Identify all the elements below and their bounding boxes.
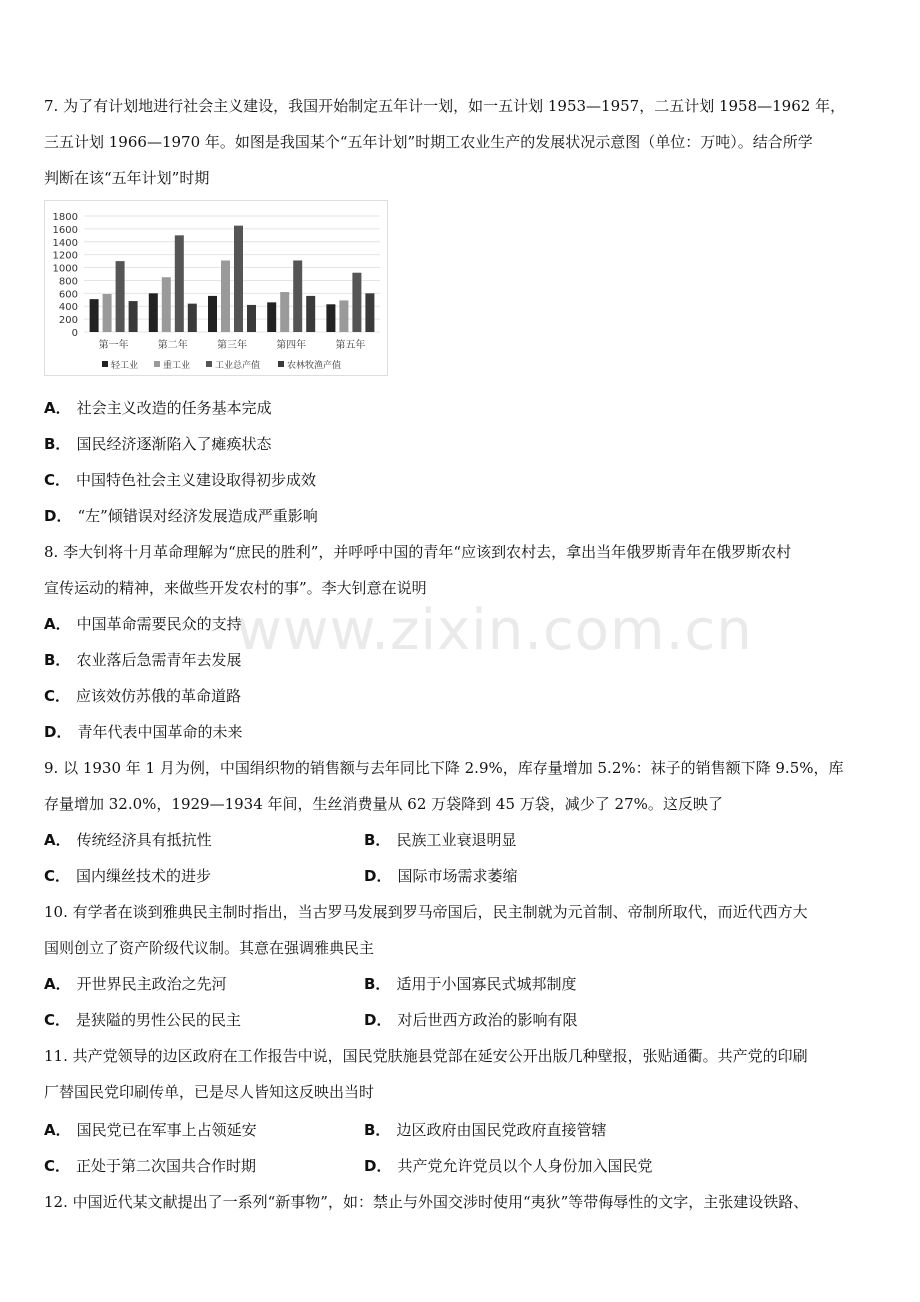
q8-stem-line-2: 宣传运动的精神，来做些开发农村的事”。李大钊意在说明 <box>44 579 427 597</box>
q11-option-a[interactable] <box>44 1120 257 1140</box>
option-letter: C． <box>44 687 71 705</box>
q9-stem-line-1: 9. 以 1930 年 1 月为例，中国绢织物的销售额与去年同比下降 2.9%，库存量增加 5.2%：袜子的销售额下降 9.5%，库 <box>44 759 844 777</box>
legend-label: 重工业 <box>163 361 191 371</box>
x-tick-label: 第三年 <box>217 340 247 351</box>
option-text: 共产党允许党员以个人身份加入国民党 <box>397 1157 653 1175</box>
q11-option-d[interactable] <box>364 1156 652 1176</box>
option-text: 正处于第二次国共合作时期 <box>76 1157 257 1175</box>
q10-option-d[interactable] <box>364 1010 577 1030</box>
q8-option-d[interactable] <box>44 722 242 742</box>
q10-stem-line-2: 国则创立了资产阶级代议制。其意在强调雅典民主 <box>44 939 375 957</box>
bar <box>208 296 217 332</box>
legend-swatch <box>206 361 212 367</box>
bar <box>247 305 256 332</box>
option-letter: D． <box>364 1157 392 1175</box>
bar <box>326 304 335 332</box>
q9-stem-line-2: 存量增加 32.0%，1929—1934 年间，生丝消费量从 62 万袋降到 45 万袋，减少了 27%。这反映了 <box>44 795 723 813</box>
q9-option-c[interactable] <box>44 866 211 886</box>
option-letter: D． <box>44 507 72 525</box>
q8-option-b[interactable] <box>44 650 241 670</box>
q8-stem-line-1: 8. 李大钊将十月革命理解为“庶民的胜利”，并呼呼中国的青年“应该到农村去，拿出当年俄罗斯青年在俄罗斯农村 <box>44 543 792 561</box>
option-text: 边区政府由国民党政府直接管辖 <box>396 1121 607 1139</box>
option-text: 国民党已在军事上占领延安 <box>76 1121 257 1139</box>
x-tick-label: 第二年 <box>157 340 188 351</box>
y-tick-label: 200 <box>58 315 78 327</box>
q10-option-b[interactable] <box>364 974 576 994</box>
watermark: www.zixin.com.cn <box>236 598 753 663</box>
bar <box>267 302 276 332</box>
bar <box>175 235 184 332</box>
bar <box>306 296 315 332</box>
y-tick-label: 400 <box>58 302 78 314</box>
q7-option-d[interactable] <box>44 506 318 526</box>
chart-legend <box>102 359 341 371</box>
bar <box>103 294 112 332</box>
option-letter: A． <box>44 615 71 633</box>
y-tick-label: 1200 <box>52 250 78 262</box>
bar <box>90 299 99 332</box>
option-text: 开世界民主政治之先河 <box>76 975 227 993</box>
option-letter: C． <box>44 867 71 885</box>
y-tick-label: 1600 <box>52 224 78 236</box>
y-tick-label: 800 <box>58 276 78 288</box>
option-text: 对后世西方政治的影响有限 <box>397 1011 578 1029</box>
legend-swatch <box>154 361 160 367</box>
option-text: 中国特色社会主义建设取得初步成效 <box>76 471 317 489</box>
q7-stem-line-1: 7. 为了有计划地进行社会主义建设，我国开始制定五年计一划，如一五计划 1953—1957，二五计划 1958—1962 年， <box>44 97 846 115</box>
q8-option-a[interactable] <box>44 614 242 634</box>
legend-label: 轻工业 <box>111 361 139 371</box>
bar <box>162 277 171 332</box>
q7-stem-line-2: 三五计划 1966—1970 年。如图是我国某个“五年计划”时期工农业生产的发展状况示意图（单位：万吨）。结合所学 <box>44 133 813 151</box>
bar <box>293 260 302 332</box>
option-letter: A． <box>44 831 71 849</box>
bar <box>280 292 289 332</box>
bar <box>129 301 138 332</box>
legend-swatch <box>102 361 108 367</box>
x-tick-label: 第四年 <box>276 340 307 351</box>
option-text: “左”倾错误对经济发展造成严重影响 <box>77 507 318 525</box>
option-letter: C． <box>44 1011 71 1029</box>
q10-option-c[interactable] <box>44 1010 241 1030</box>
option-letter: A． <box>44 1121 71 1139</box>
y-tick-label: 1400 <box>52 237 78 249</box>
y-tick-label: 0 <box>71 328 78 339</box>
option-letter: B． <box>44 435 71 453</box>
bar <box>234 226 243 332</box>
q9-option-a[interactable] <box>44 830 212 850</box>
bar-chart <box>44 200 388 376</box>
option-text: 青年代表中国革命的未来 <box>77 723 243 741</box>
option-letter: A． <box>44 399 71 417</box>
y-tick-label: 1000 <box>52 263 78 275</box>
legend-swatch <box>278 361 284 367</box>
option-letter: B． <box>364 831 391 849</box>
bar <box>339 300 348 332</box>
q7-option-a[interactable] <box>44 398 272 418</box>
legend-label: 工业总产值 <box>215 361 261 371</box>
option-text: 农业落后急需青年去发展 <box>76 651 242 669</box>
q10-stem-line-1: 10. 有学者在谈到雅典民主制时指出，当古罗马发展到罗马帝国后，民主制就为元首制、帝制所取代，而近代西方大 <box>44 903 808 921</box>
legend-label: 农林牧渔产值 <box>287 361 342 371</box>
bar <box>352 273 361 332</box>
option-text: 是狭隘的男性公民的民主 <box>76 1011 242 1029</box>
option-letter: B． <box>364 975 391 993</box>
x-tick-label: 第一年 <box>98 340 129 351</box>
q11-option-b[interactable] <box>364 1120 606 1140</box>
option-letter: B． <box>44 651 71 669</box>
option-letter: C． <box>44 1157 71 1175</box>
q7-option-c[interactable] <box>44 470 316 490</box>
q8-option-c[interactable] <box>44 686 241 706</box>
y-tick-label: 600 <box>58 289 78 301</box>
bar <box>149 293 158 332</box>
y-tick-label: 1800 <box>52 212 78 223</box>
q9-option-d[interactable] <box>364 866 517 886</box>
option-letter: C． <box>44 471 71 489</box>
option-letter: D． <box>364 1011 392 1029</box>
q9-option-b[interactable] <box>364 830 516 850</box>
option-letter: D． <box>364 867 392 885</box>
option-text: 国内缫丝技术的进步 <box>76 867 212 885</box>
bar <box>188 304 197 332</box>
bar <box>221 260 230 332</box>
q12-stem-line-1: 12. 中国近代某文献提出了一系列“新事物”，如：禁止与外国交涉时使用“夷狄”等带侮辱性的文字，主张建设铁路、 <box>44 1193 809 1211</box>
option-text: 社会主义改造的任务基本完成 <box>76 399 272 417</box>
option-letter: A． <box>44 975 71 993</box>
option-letter: D． <box>44 723 72 741</box>
q11-stem-line-1: 11. 共产党领导的边区政府在工作报告中说，国民党肤施县党部在延安公开出版几种壁报，张贴通衢。共产党的印刷 <box>44 1047 808 1065</box>
option-text: 国民经济逐渐陷入了瘫痪状态 <box>76 435 272 453</box>
q11-stem-line-2: 厂替国民党印刷传单，已是尽人皆知这反映出当时 <box>44 1083 375 1101</box>
option-text: 国际市场需求萎缩 <box>397 867 518 885</box>
q7-option-b[interactable] <box>44 434 271 454</box>
option-text: 应该效仿苏俄的革命道路 <box>76 687 242 705</box>
option-text: 中国革命需要民众的支持 <box>76 615 242 633</box>
option-text: 适用于小国寡民式城邦制度 <box>396 975 577 993</box>
option-letter: B． <box>364 1121 391 1139</box>
bar <box>365 293 374 332</box>
x-tick-label: 第五年 <box>335 340 366 351</box>
q10-option-a[interactable] <box>44 974 227 994</box>
q7-stem-line-3: 判断在该“五年计划”时期 <box>44 169 210 187</box>
bar <box>116 261 125 332</box>
option-text: 传统经济具有抵抗性 <box>76 831 212 849</box>
q11-option-c[interactable] <box>44 1156 256 1176</box>
option-text: 民族工业衰退明显 <box>396 831 517 849</box>
